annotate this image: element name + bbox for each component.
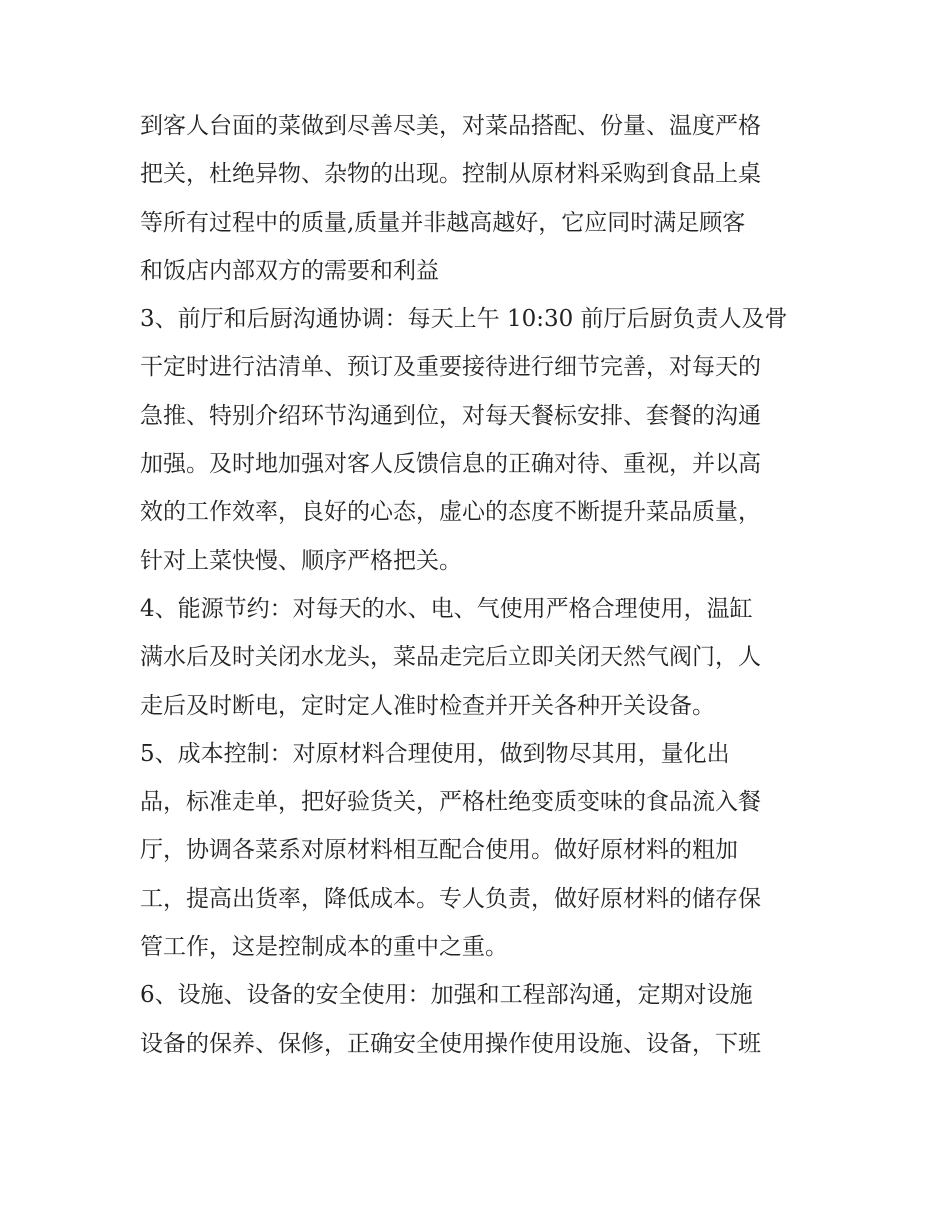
document-body (140, 102, 830, 1068)
text-line: 干定时进行沽清单、预订及重要接待进行细节完善，对每天的 (140, 354, 761, 381)
text-line: 加强。及时地加强对客人反馈信息的正确对待、重视，并以高 (140, 451, 761, 478)
section-3-heading-line: 3、前厅和后厨沟通协调：每天上午 10:30 前厅后厨负责人及骨 (140, 306, 788, 333)
text-line: 到客人台面的菜做到尽善尽美，对菜品搭配、份量、温度严格 (140, 113, 761, 139)
text-line: 厅，协调各菜系对原材料相互配合使用。做好原材料的粗加 (140, 837, 738, 864)
text-line: 急推、特别介绍环节沟通到位，对每天餐标安排、套餐的沟通 (140, 402, 761, 429)
text-line: 把关，杜绝异物、杂物的出现。控制从原材料采购到食品上桌 (140, 161, 761, 188)
text-line: 满水后及时关闭水龙头，菜品走完后立即关闭天然气阀门，人 (140, 644, 761, 671)
text-line: 等所有过程中的质量,质量并非越高越好，它应同时满足顾客 (140, 209, 746, 236)
text-line: 管工作，这是控制成本的重中之重。 (140, 934, 508, 961)
section-5-heading-line: 5、成本控制：对原材料合理使用，做到物尽其用，量化出 (140, 740, 730, 767)
section-4-heading-line: 4、能源节约：对每天的水、电、气使用严格合理使用，温缸 (140, 595, 753, 622)
text-line: 工，提高出货率，降低成本。专人负责，做好原材料的储存保 (140, 885, 761, 912)
text-line: 走后及时断电，定时定人准时检查并开关各种开关设备。 (140, 692, 715, 719)
text-line: 设备的保养、保修，正确安全使用操作使用设施、设备，下班 (140, 1030, 761, 1057)
text-line: 品，标准走单，把好验货关，严格杜绝变质变味的食品流入餐 (140, 789, 761, 816)
text-line: 效的工作效率，良好的心态，虚心的态度不断提升菜品质量， (140, 499, 761, 526)
text-line: 和饭店内部双方的需要和利益 (140, 257, 439, 284)
text-line: 针对上菜快慢、顺序严格把关。 (140, 547, 462, 574)
section-6-heading-line: 6、设施、设备的安全使用：加强和工程部沟通，定期对设施 (140, 982, 753, 1009)
